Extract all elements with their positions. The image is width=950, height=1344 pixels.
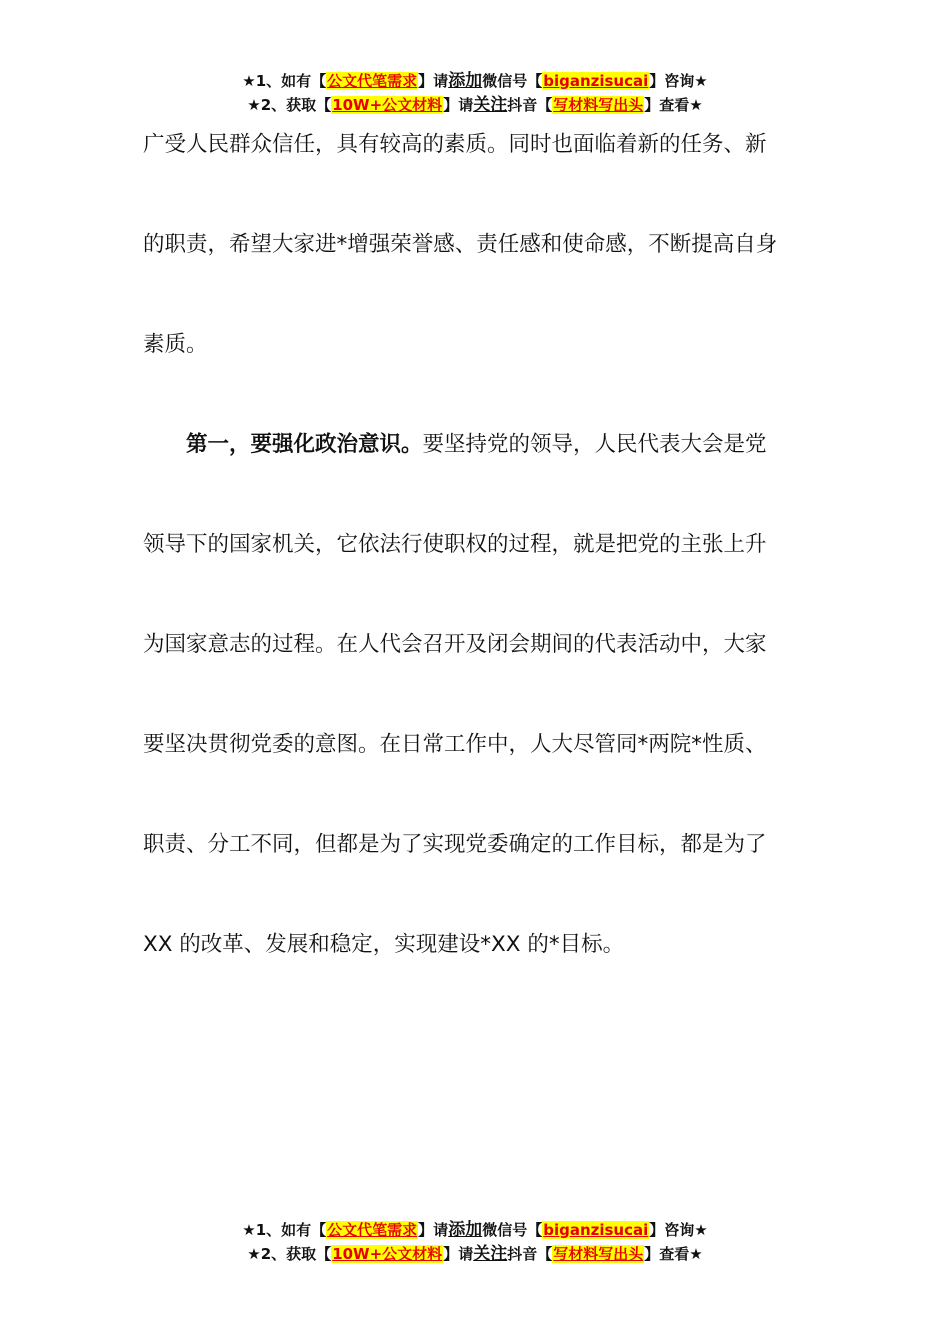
body-line: 要坚决贯彻党委的意图。在日常工作中，人大尽管同*两院*性质、	[143, 732, 767, 757]
banner-highlight: 10W+公文材料	[332, 96, 443, 114]
banner-text: 】咨询★	[649, 72, 708, 90]
banner-highlight: biganzisucai	[543, 1221, 649, 1239]
banner-text: 】查看★	[644, 96, 703, 114]
body-line: 广受人民群众信任，具有较高的素质。同时也面临着新的任务、新	[143, 132, 767, 157]
banner-text: 抖音【	[507, 1245, 553, 1263]
banner-emphasis: 添加	[448, 71, 483, 91]
point-1-paragraph	[143, 395, 813, 495]
banner-emphasis: 关注	[473, 1244, 508, 1264]
body-line: 职责、分工不同，但都是为了实现党委确定的工作目标，都是为了	[143, 832, 767, 857]
point-1-text: 要坚持党的领导，人民代表大会是党	[422, 432, 767, 457]
body-line: 的职责，希望大家进*增强荣誉感、责任感和使命感，不断提高自身	[143, 232, 778, 257]
footer-banner-line-1	[0, 1218, 950, 1242]
banner-text: ★1、如有【	[242, 72, 327, 90]
body-line: 素质。	[143, 332, 208, 357]
banner-text: ★2、获取【	[247, 1245, 332, 1263]
banner-text: 微信号【	[482, 72, 543, 90]
footer-banner	[0, 1218, 950, 1266]
point-1-heading: 第一，要强化政治意识。	[186, 432, 423, 457]
banner-text: 】请	[418, 1221, 449, 1239]
footer-banner-line-2	[0, 1242, 950, 1266]
banner-text: 微信号【	[482, 1221, 543, 1239]
banner-text: 】请	[443, 1245, 474, 1263]
banner-emphasis: 关注	[473, 95, 508, 115]
header-banner-line-1	[0, 69, 950, 93]
banner-text: 】咨询★	[649, 1221, 708, 1239]
banner-highlight: biganzisucai	[543, 72, 649, 90]
banner-text: ★1、如有【	[242, 1221, 327, 1239]
banner-highlight: 公文代笔需求	[327, 1221, 418, 1239]
body-line: XX 的改革、发展和稳定，实现建设*XX 的*目标。	[143, 932, 625, 957]
banner-highlight: 写材料写出头	[553, 96, 644, 114]
banner-text: 】查看★	[644, 1245, 703, 1263]
banner-highlight: 10W+公文材料	[332, 1245, 443, 1263]
banner-text: ★2、获取【	[247, 96, 332, 114]
document-body	[143, 95, 813, 995]
body-line: 领导下的国家机关，它依法行使职权的过程，就是把党的主张上升	[143, 532, 767, 557]
banner-text: 】请	[443, 96, 474, 114]
banner-highlight: 写材料写出头	[553, 1245, 644, 1263]
banner-text: 抖音【	[507, 96, 553, 114]
banner-highlight: 公文代笔需求	[327, 72, 418, 90]
banner-text: 】请	[418, 72, 449, 90]
banner-emphasis: 添加	[448, 1220, 483, 1240]
body-line: 为国家意志的过程。在人代会召开及闭会期间的代表活动中，大家	[143, 632, 767, 657]
